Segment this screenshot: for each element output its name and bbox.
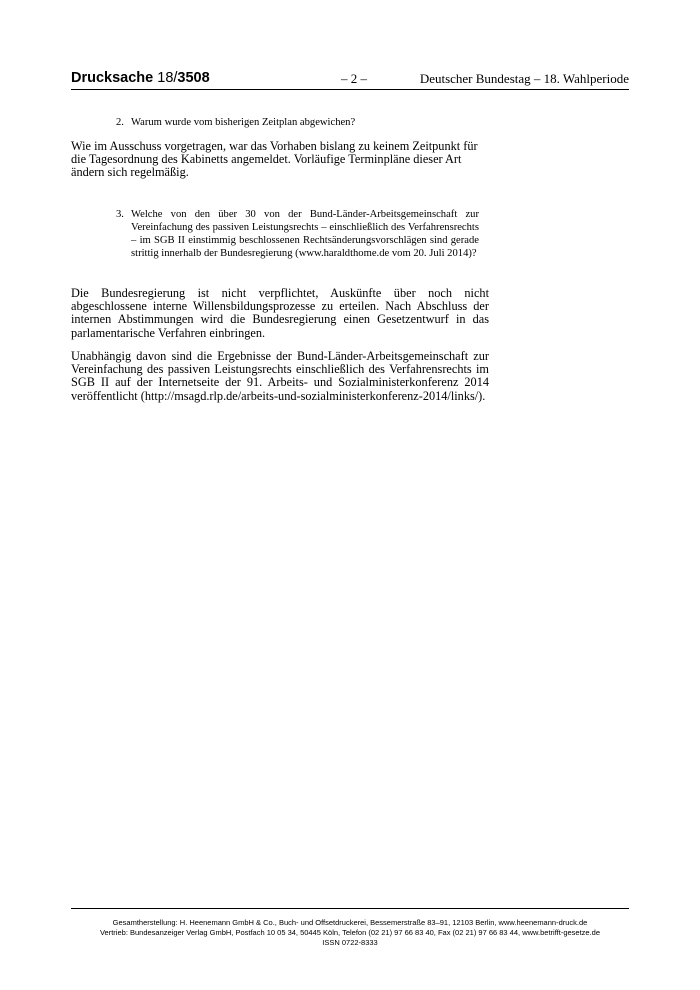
question-3 (116, 208, 479, 260)
footer-divider (71, 908, 629, 909)
question-text: Warum wurde vom bisherigen Zeitplan abgewichen? (131, 117, 356, 128)
document-number-suffix: 3508 (177, 70, 210, 86)
question-2 (116, 116, 476, 129)
page-footer (71, 918, 629, 948)
question-number: 2. (116, 117, 124, 128)
footer-distribution: Vertrieb: Bundesanzeiger Verlag GmbH, Postfach 10 05 34, 50445 Köln, Telefon (02 21) 97 66 83 40, Fax (02 21) 97 66 83 44, www.betrifft-gesetze.de (99, 928, 601, 937)
answer-paragraph: Wie im Ausschuss vorgetragen, war das Vorhaben bislang zu keinem Zeitpunkt für die Tagesordnung des Kabinetts angemeldet. Vorläufige Terminpläne dieser Art ändern sich regelmäßig. (71, 139, 478, 180)
document-number-prefix: 18/ (157, 70, 178, 86)
footer-production: Gesamtherstellung: H. Heenemann GmbH & Co., Buch- und Offsetdruckerei, Bessemerstraße 83–91, 12103 Berlin, www.heenemann-druck.de (112, 918, 588, 927)
answer-paragraph: Die Bundesregierung ist nicht verpflichtet, Auskünfte über noch nicht abgeschlossene interne Willensbildungsprozesse zu erteilen. Nach Abschluss der internen Abstimmungen wird die Bundesregierung einen Gesetzentwurf in das parlamentarische Verfahren einbringen. (71, 286, 489, 340)
parliament-period: Deutscher Bundestag – 18. Wahlperiode (419, 71, 629, 86)
answer-paragraph: Unabhängig davon sind die Ergebnisse der Bund-Länder-Arbeitsgemeinschaft zur Vereinfachung des passiven Leistungsrechts einschließlich des Verfahrensrechts im SGB II auf der Internetseite der 91. Arbeits- und Sozialministerkonferenz 2014 veröffentlicht (http://msagd.rlp.de/arbeits-und-sozialministerkonferenz-2014/links/). (71, 349, 489, 403)
answer-2 (71, 140, 489, 180)
page-number: – 2 – (341, 71, 367, 86)
document-label: Drucksache (71, 70, 154, 86)
footer-issn: ISSN 0722-8333 (322, 938, 378, 947)
page-header (71, 69, 629, 90)
answer-3-paragraph-1 (71, 287, 489, 340)
answer-3-paragraph-2 (71, 350, 489, 403)
document-number (71, 69, 210, 87)
question-text: Welche von den über 30 von der Bund-Länder-Arbeitsgemeinschaft zur Vereinfachung des passiven Leistungsrechts – einschließlich des Verfahrensrechts – im SGB II einstimmig beschlossenen Rechtsänderungsvorschlägen sind gerade strittig innerhalb der Bundesregierung (www.haraldthome.de vom 20. Juli 2014)? (131, 209, 479, 259)
question-number: 3. (116, 209, 124, 220)
